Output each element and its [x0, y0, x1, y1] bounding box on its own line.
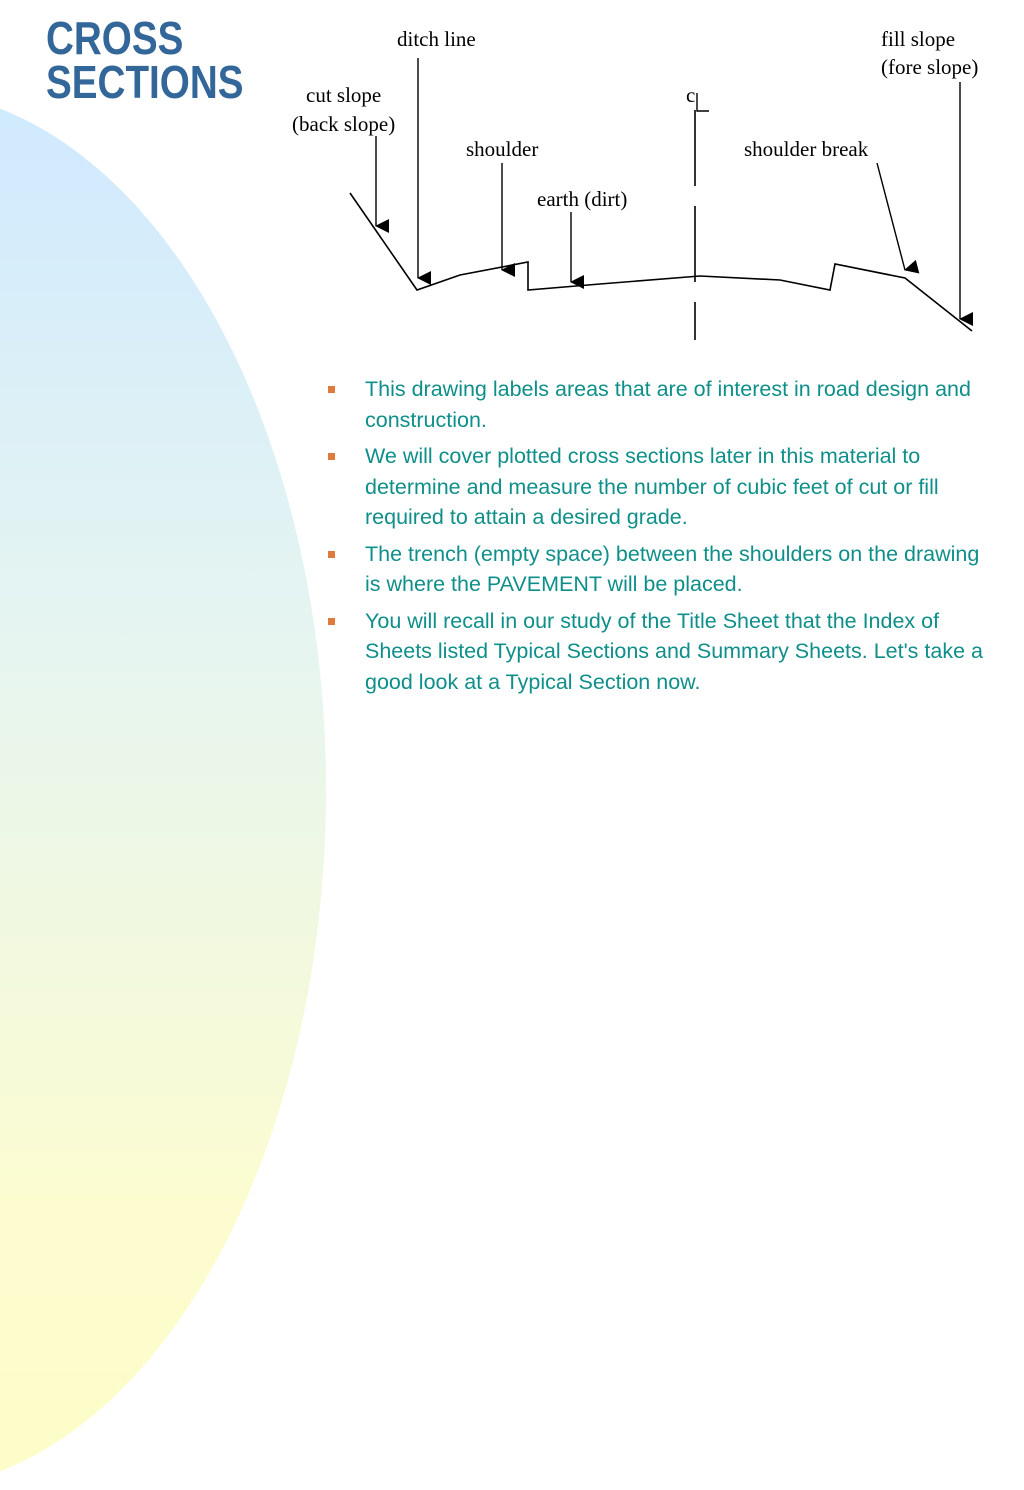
bullet-marker-icon: [328, 453, 335, 460]
centerline-label: c: [686, 83, 696, 107]
bullet-text: The trench (empty space) between the shoulders on the drawing is where the PAVEMENT will be placed.: [365, 541, 980, 596]
title-line-2: SECTIONS: [46, 56, 244, 108]
ground-profile: [350, 193, 972, 331]
bullet-marker-icon: [328, 551, 335, 558]
bullet-item: [326, 441, 986, 533]
fill-slope-label: fill slope: [881, 27, 956, 51]
slide-title: [46, 12, 244, 108]
bullet-text: We will cover plotted cross sections later in this material to determine and measure the number of cubic feet of cut or fill required to attain a desired grade.: [365, 444, 939, 529]
bullet-text: You will recall in our study of the Title Sheet that the Index of Sheets listed Typical Sections and Summary Sheets. Let's take a good look at a Typical Section now.: [365, 608, 983, 694]
bullet-marker-icon: [328, 386, 335, 393]
back-slope-label: (back slope): [292, 112, 396, 136]
bullet-item: [326, 374, 986, 435]
cut-slope-label: cut slope: [306, 83, 382, 107]
bullet-item: [326, 606, 986, 698]
title-line-1: CROSS: [46, 12, 184, 64]
shoulder-break-arrow: [877, 163, 905, 270]
shoulder-label: shoulder: [466, 137, 539, 161]
earth-label: earth (dirt): [537, 187, 628, 211]
fore-slope-label: (fore slope): [881, 55, 979, 79]
bullet-text: This drawing labels areas that are of interest in road design and construction.: [365, 377, 971, 432]
shoulder-break-label: shoulder break: [744, 137, 869, 161]
bullet-marker-icon: [328, 618, 335, 625]
bullet-list: [326, 374, 986, 703]
centerline-symbol: [697, 93, 709, 111]
ditch-line-label: ditch line: [397, 27, 476, 51]
bullet-item: [326, 539, 986, 600]
